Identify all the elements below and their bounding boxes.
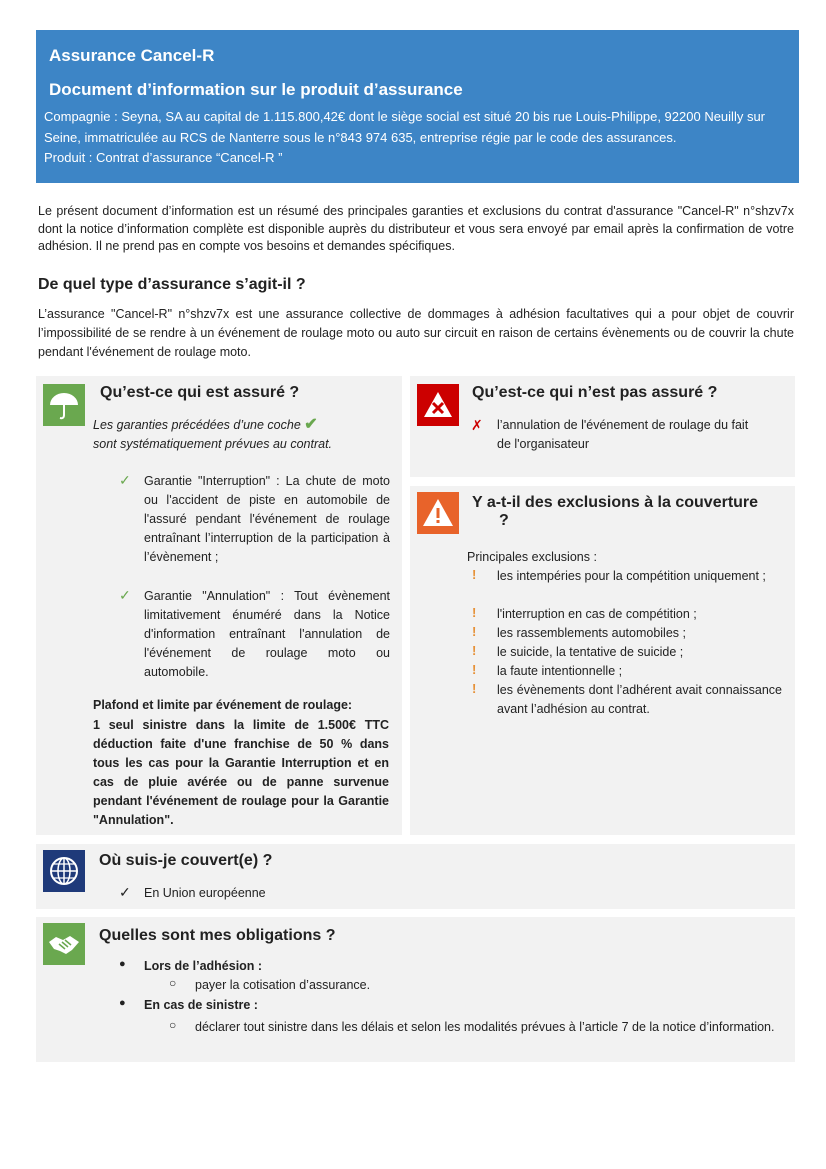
limit-text: 1 seul sinistre dans la limite de 1.500€ TTC déduction faite d'une franchise de 50 % dans tous les cas pour la Garantie Interruption et en cas de pluie avérée ou de panne survenue pendant l'événement de roulage pour la Garantie "Annulation". <box>93 718 389 827</box>
check-icon: ✓ <box>119 472 131 488</box>
coverage-item: En Union européenne <box>144 886 266 900</box>
coverage-panel <box>36 844 795 909</box>
obligation-sub: déclarer tout sinistre dans les délais et selon les modalités prévues à l’article 7 de la notice d’information. <box>195 1020 775 1034</box>
exclusion-item: le suicide, la tentative de suicide ; <box>497 645 684 659</box>
limit-title: Plafond et limite par événement de roulage: <box>93 698 353 712</box>
warning-icon <box>417 492 459 534</box>
exclusions-intro: Principales exclusions : <box>467 550 597 564</box>
assured-item: Garantie "Annulation" : Tout évènement limitativement énuméré dans la Notice d'information entraînant l'annulation de l'événement de roulage moto ou automobile. <box>144 589 390 679</box>
header-banner <box>36 30 799 183</box>
check-icon: ✓ <box>119 587 131 603</box>
not-assured-title: Qu’est-ce qui n’est pas assuré ? <box>472 384 718 401</box>
exclusions-panel <box>410 486 795 835</box>
exclamation-icon: ! <box>472 624 477 639</box>
cross-icon <box>417 384 459 426</box>
coverage-title: Où suis-je couvert(e) ? <box>99 852 273 869</box>
obligation-label: En cas de sinistre : <box>144 998 258 1012</box>
type-section-text: L’assurance "Cancel-R" n°shzv7x est une assurance collective de dommages à adhésion facultatives qui a pour objet de couvrir l’impossibilité de se rendre à un événement de roulage moto ou auto sur circuit en raison de certains évènements ou de couvrir la chute pendant l'événement de roulage moto. <box>38 307 794 359</box>
bullet-icon: ● <box>119 958 126 970</box>
assured-note <box>93 415 332 454</box>
exclamation-icon: ! <box>472 643 477 658</box>
type-section-title: De quel type d’assurance s’agit-il ? <box>38 276 306 293</box>
intro-paragraph: Le présent document d’information est un résumé des principales garanties et exclusions du contrat d'assurance "Cancel-R" n°shzv7x dont la notice d’information complète est disponible auprès du distributeur et vous sera envoyé par email après la confirmation de votre adhésion. Il ne prend pas en compte vos besoins et demandes spécifiques. <box>38 204 794 253</box>
exclusion-item: l'interruption en cas de compétition ; <box>497 607 697 621</box>
bullet-icon: ● <box>119 997 126 1009</box>
assured-panel <box>36 376 402 835</box>
handshake-icon <box>43 923 85 965</box>
assured-note-line1: Les garanties précédées d’une coche <box>93 418 301 432</box>
check-icon: ✓ <box>119 884 131 900</box>
exclusion-item: les rassemblements automobiles ; <box>497 626 686 640</box>
document-subtitle: Document d’information sur le produit d’assurance <box>49 80 463 99</box>
not-assured-panel <box>410 376 795 477</box>
company-info: Compagnie : Seyna, SA au capital de 1.115.800,42€ dont le siège social est situé 20 bis rue Louis-Philippe, 92200 Neuilly sur Seine, immatriculée au RCS de Nanterre sous le n°843 974 635, entreprise régie par le code des assurances. <box>44 109 765 145</box>
exclusion-item: les évènements dont l’adhérent avait connaissance avant l’adhésion au contrat. <box>497 683 782 716</box>
assured-note-line2: sont systématiquement prévues au contrat. <box>93 437 333 451</box>
product-info: Produit : Contrat d’assurance “Cancel-R ” <box>44 150 283 165</box>
assured-item: Garantie "Interruption" : La chute de moto ou l'accident de piste en automobile de l'assuré pendant l'événement de roulage entraînant l’interruption de la participation à l’évènement ; <box>144 474 390 564</box>
x-mark-icon: ✗ <box>471 417 483 433</box>
document-title: Assurance Cancel-R <box>49 46 215 65</box>
exclamation-icon: ! <box>472 605 477 620</box>
circle-bullet-icon: ○ <box>169 976 177 990</box>
exclamation-icon: ! <box>472 662 477 677</box>
obligation-sub: payer la cotisation d’assurance. <box>195 978 371 992</box>
umbrella-icon <box>43 384 85 426</box>
obligations-title: Quelles sont mes obligations ? <box>99 927 336 944</box>
exclusion-item: la faute intentionnelle ; <box>497 664 623 678</box>
circle-bullet-icon: ○ <box>169 1018 177 1032</box>
globe-icon <box>43 850 85 892</box>
obligation-label: Lors de l’adhésion : <box>144 959 263 973</box>
assured-title: Qu’est-ce qui est assuré ? <box>100 384 300 401</box>
check-icon: ✔ <box>304 416 318 433</box>
exclusion-item: les intempéries pour la compétition uniquement ; <box>497 569 766 583</box>
exclamation-icon: ! <box>472 681 477 696</box>
exclusions-title: Y a-t-il des exclusions à la couverture ? <box>472 494 759 529</box>
obligations-panel <box>36 917 795 1062</box>
not-assured-item: l’annulation de l'événement de roulage du fait de l'organisateur <box>497 418 749 451</box>
exclamation-icon: ! <box>472 567 477 582</box>
